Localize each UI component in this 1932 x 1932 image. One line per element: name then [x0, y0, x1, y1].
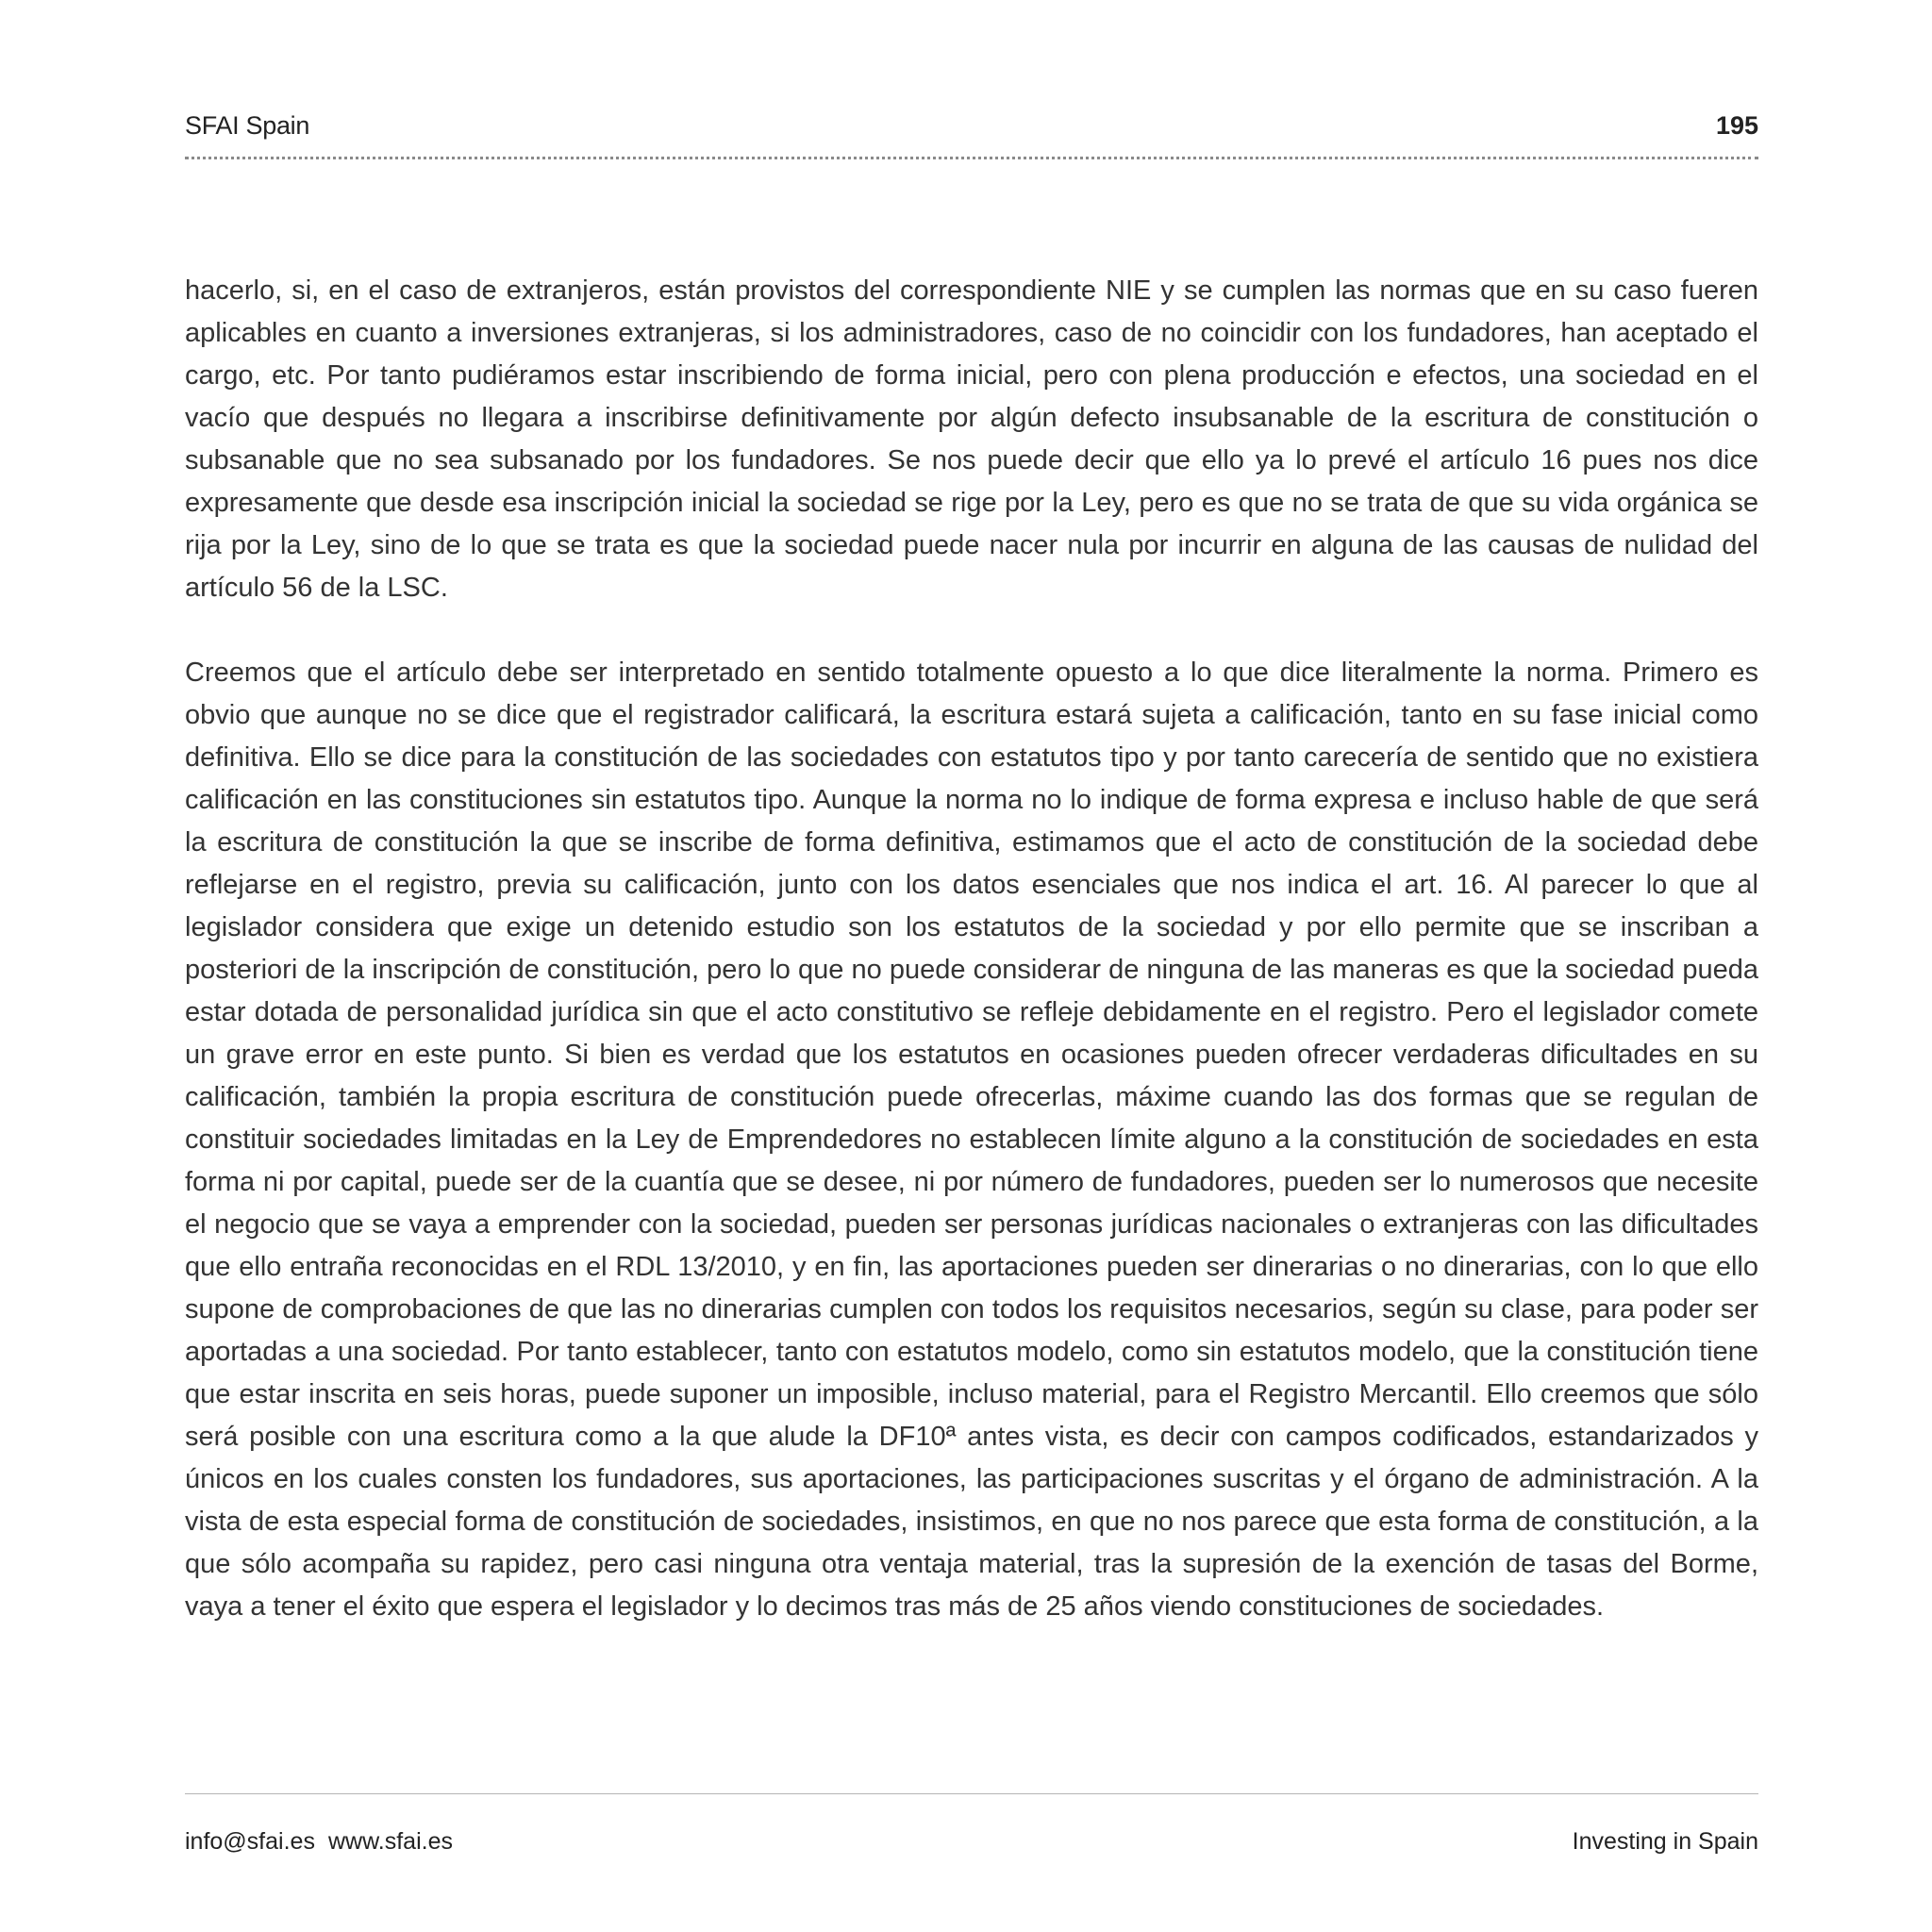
page-header [185, 106, 1758, 147]
body-text [185, 270, 1758, 1628]
footer-website: www.sfai.es [328, 1828, 453, 1855]
footer-tagline: Investing in Spain [1572, 1828, 1758, 1855]
paragraph-1: hacerlo, si, en el caso de extranjeros, están provistos del correspondiente NIE y se cumplen las normas que en su caso fueren aplicables en cuanto a inversiones extranjeras, si los administradores, caso de no coincidir con los fundadores, han aceptado el cargo, etc. Por tanto pudiéramos estar inscribiendo de forma inicial, pero con plena producción e efectos, una sociedad en el vacío que después no llegara a inscribirse definitivamente por algún defecto insubsanable de la escritura de constitución o subsanable que no sea subsanado por los fundadores. Se nos puede decir que ello ya lo prevé el artículo 16 pues nos dice expresamente que desde esa inscripción inicial la sociedad se rige por la Ley, pero es que no se trata de que su vida orgánica se rija por la Ley, sino de lo que se trata es que la sociedad puede nacer nula por incurrir en alguna de las causas de nulidad del artículo 56 de la LSC. [185, 275, 1758, 603]
page-footer [185, 1824, 1758, 1862]
page-number: 195 [1715, 111, 1758, 140]
header-title: SFAI Spain [185, 111, 310, 140]
footer-divider [185, 1793, 1758, 1794]
footer-email: info@sfai.es [185, 1828, 315, 1855]
header-dotted-divider [185, 157, 1758, 159]
paragraph-2: Creemos que el artículo debe ser interpretado en sentido totalmente opuesto a lo que dice literalmente la norma. Primero es obvio que aunque no se dice que el registrador calificará, la escritura estará sujeta a calificación, tanto en su fase inicial como definitiva. Ello se dice para la constitución de las sociedades con estatutos tipo y por tanto carecería de sentido que no existiera calificación en las constituciones sin estatutos tipo. Aunque la norma no lo indique de forma expresa e incluso hable de que será la escritura de constitución la que se inscribe de forma definitiva, estimamos que el acto de constitución de la sociedad debe reflejarse en el registro, previa su calificación, junto con los datos esenciales que nos indica el art. 16. Al parecer lo que al legislador considera que exige un detenido estudio son los estatutos de la sociedad y por ello permite que se inscriban a posteriori de la inscripción de constitución, pero lo que no puede considerar de ninguna de las maneras es que la sociedad pueda estar dotada de personalidad jurídica sin que el acto constitutivo se refleje debidamente en el registro. Pero el legislador comete un grave error en este punto. Si bien es verdad que los estatutos en ocasiones pueden ofrecer verdaderas dificultades en su calificación, también la propia escritura de constitución puede ofrecerlas, máxime cuando las dos formas que se regulan de constituir sociedades limitadas en la Ley de Emprendedores no establecen límite alguno a la constitución de sociedades en esta forma ni por capital, puede ser de la cuantía que se desee, ni por número de fundadores, pueden ser lo numerosos que necesite el negocio que se vaya a emprender con la sociedad, pueden ser personas jurídicas nacionales o extranjeras con las dificultades que ello entraña reconocidas en el RDL 13/2010, y en fin, las aportaciones pueden ser dinerarias o no dinerarias, con lo que ello supone de comprobaciones de que las no dinerarias cumplen con todos los requisitos necesarios, según su clase, para poder ser aportadas a una sociedad. Por tanto establecer, tanto con estatutos modelo, como sin estatutos modelo, que la constitución tiene que estar inscrita en seis horas, puede suponer un imposible, incluso material, para el Registro Mercantil. Ello creemos que sólo será posible con una escritura como a la que alude la DF10ª antes vista, es decir con campos codificados, estandarizados y únicos en los cuales consten los fundadores, sus aportaciones, las participaciones suscritas y el órgano de administración. A la vista de esta especial forma de constitución de sociedades, insistimos, en que no nos parece que esta forma de constitución, a la que sólo acompaña su rapidez, pero casi ninguna otra ventaja material, tras la supresión de la exención de tasas del Borme, vaya a tener el éxito que espera el legislador y lo decimos tras más de 25 años viendo constituciones de sociedades. [185, 658, 1758, 1622]
